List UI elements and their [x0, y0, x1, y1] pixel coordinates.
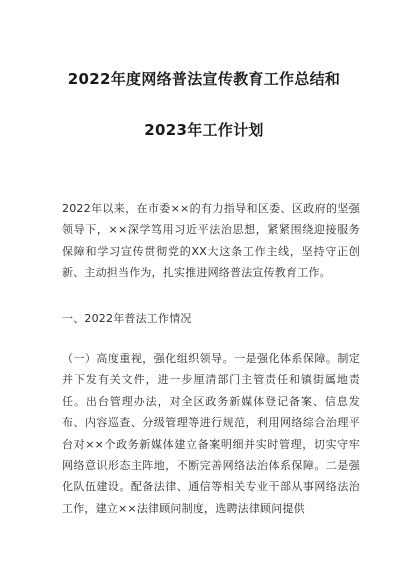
intro-paragraph: 2022年以来，在市委××的有力指导和区委、区政府的坚强领导下，××深学笃用习近平法治思想，紧紧围绕迎接服务保障和学习宣传贯彻党的XX大这条工作主线，坚持守正创新、主动担当作为，扎实推进网络普法宣传教育工作。	[62, 202, 360, 280]
body-paragraph: （一）高度重视，强化组织领导。一是强化体系保障。制定并下发有关文件，进一步厘清部门主管责任和镇街属地责任。出台管理办法，对全区政务新媒体登记备案、信息发布、内容巡查、分级管理等进行规范，利用网络综合治理平台对××个政务新媒体建立备案明细并实时管理，切实守牢网络意识形态主阵地，不断完善网络法治体系保障。二是强化队伍建设。配备法律、通信等相关专业干部从事网络法治工作，建立××法律顾问制度，选聘法律顾问提供	[62, 352, 360, 515]
document-title-line-1: 2022年度网络普法宣传教育工作总结和	[67, 70, 341, 88]
document-title-line-2: 2023年工作计划	[144, 121, 264, 139]
section-heading: 一、2022年普法工作情况	[62, 312, 192, 325]
